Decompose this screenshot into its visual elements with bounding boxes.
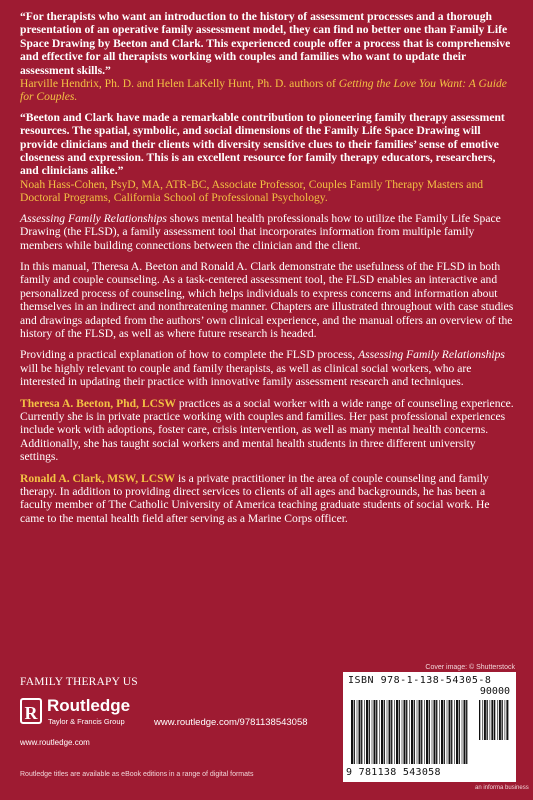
routledge-logo-mark: R <box>20 698 42 724</box>
description-paragraph-1 <box>20 212 516 252</box>
barcode-number: 9 781138 543058 <box>346 767 441 778</box>
book-url: www.routledge.com/9781138543058 <box>154 717 308 728</box>
author-bio-1 <box>20 397 516 464</box>
praise-quote-1: “For therapists who want an introduction to the history of assessment processes and a thorough presentation of an operative family assessment model, they can find no better one than Family Life Space Drawing by Beeton and Clark. This experienced couple offer a process that is comprehensive and effective for all therapists working with couples and families who want to update their assessment skills.” <box>20 10 511 77</box>
subject-category: FAMILY THERAPY US <box>20 676 138 688</box>
praise-attribution-1 <box>20 77 516 104</box>
author-name-2: Ronald A. Clark, MSW, LCSW <box>20 471 176 485</box>
isbn-text: ISBN 978-1-138-54305-8 <box>348 675 492 686</box>
description-paragraph-3-text: will be highly relevant to couple and family therapists, as well as clinical social workers, who are interested in updating their practice with innovative family assessment research and techniques. <box>20 361 472 389</box>
price-code: 90000 <box>479 686 510 697</box>
description-paragraph-1-text: shows mental health professionals how to utilize the Family Life Space Drawing (the FLSD), a family assessment tool that incorporates information from multiple family members while building connections between the clinician and the client. <box>20 211 501 252</box>
cover-image-credit: Cover image: © Shutterstock <box>425 664 515 671</box>
book-title: Assessing Family Relationships <box>20 211 167 225</box>
author-bio-2-text: is a private practitioner in the area of couple counseling and family therapy. In addition to providing direct services to clients of all ages and backgrounds, he has been a faculty member of The Catholic University of America teaching graduate students of social work. He came to the mental health field after serving as a Marine Corps officer. <box>20 471 490 525</box>
author-name-1: Theresa A. Beeton, Phd, LCSW <box>20 396 176 410</box>
routledge-logo <box>20 696 140 747</box>
praise-attribution-1-title: Getting the Love You Want: A Guide for Couples. <box>20 77 507 104</box>
description-paragraph-3 <box>20 348 516 388</box>
praise-attribution-2: Noah Hass-Cohen, PsyD, MA, ATR-BC, Associate Professor, Couples Family Therapy Masters and Doctoral Programs, California School of Professional Psychology. <box>20 177 484 205</box>
informa-business: an informa business <box>475 785 529 791</box>
publisher-group: Taylor & Francis Group <box>48 717 125 726</box>
barcode-addon-bars <box>479 700 509 740</box>
publisher-url: www.routledge.com <box>20 738 90 747</box>
author-bio-1-text: practices as a social worker with a wide range of counseling experience. Currently she is in private practice working with couples and families. Her past professional experiences include work with adoptions, foster care, crisis intervention, as well as many mental health concerns. Additionally, she has taught social workers and mental health students in three different university settings. <box>20 396 514 464</box>
description-paragraph-3-start: Providing a practical explanation of how to complete the FLSD process, <box>20 348 359 362</box>
barcode-bars <box>351 700 469 764</box>
back-cover-text <box>20 10 516 533</box>
isbn-barcode <box>343 672 516 782</box>
praise-attribution-1-name: Harville Hendrix, Ph. D. and Helen LaKelly Hunt, Ph. D. authors of <box>20 77 339 91</box>
publisher-name: Routledge <box>47 696 131 715</box>
author-bio-2 <box>20 472 516 526</box>
praise-quote-2: “Beeton and Clark have made a remarkable contribution to pioneering family therapy assessment resources. The spatial, symbolic, and social dimensions of the Family Life Space Drawing will provide clinicians and their clients with diversity sensitive clues to their families’ sense of emotive closeness and expression. This is an excellent resource for family therapy educators, researchers, and clinicians alike.” <box>20 110 505 178</box>
ebook-note: Routledge titles are available as eBook editions in a range of digital formats <box>20 771 254 778</box>
description-paragraph-2: In this manual, Theresa A. Beeton and Ronald A. Clark demonstrate the usefulness of the FLSD in both family and couple counseling. As a task-centered assessment tool, the FLSD enables an interactive and personalized process of counseling, which helps individuals to express concerns and information about themselves in an indirect and nonthreatening manner. Chapters are illustrated throughout with case studies and drawings adapted from the authors’ own clinical experience, and the manual offers an overview of the history of the FLSD, as well as where future research is headed. <box>20 259 514 340</box>
book-title-inline: Assessing Family Relationships <box>358 348 505 362</box>
